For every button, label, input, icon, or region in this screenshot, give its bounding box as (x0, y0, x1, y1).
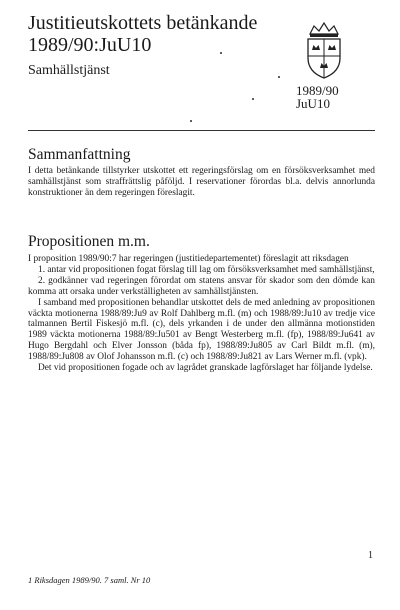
summary-paragraph: I detta betänkande tillstyrker utskottet ett regeringsförslag om en försöksverksamhet med samhällstjänst som straffrättslig påföljd. I reservationer förordas bl.a. delvis annorlunda konstruktioner än dem regeringen föreslagit. (28, 166, 375, 198)
scan-speck (220, 52, 222, 54)
summary-heading: Sammanfattning (28, 146, 131, 163)
proposition-item-1: 1. antar vid propositionen fogat förslag till lag om försöksverksamhet med samhällstjänst, (38, 264, 375, 275)
proposition-paragraph-intro: I proposition 1989/90:7 har regeringen (justitiedepartementet) föreslagit att riksdagen (28, 254, 349, 264)
side-reference-year: 1989/90 (296, 83, 339, 98)
side-reference-code: JuU10 (296, 96, 330, 111)
swedish-coat-of-arms-icon (300, 20, 348, 80)
page-number: 1 (368, 550, 373, 561)
scan-speck (190, 120, 192, 122)
proposition-paragraph-law: Det vid propositionen fogade och av lagrådet granskade lagförslaget har följande lydelse. (38, 363, 373, 374)
proposition-heading: Propositionen m.m. (28, 233, 150, 250)
summary-text (28, 166, 375, 199)
report-title-line1: Justitieutskottets betänkande (28, 12, 258, 34)
report-number: 1989/90:JuU10 (28, 34, 152, 56)
report-subject: Samhällstjänst (28, 63, 110, 78)
proposition-text (28, 254, 375, 374)
scan-speck (252, 98, 254, 100)
report-title (28, 12, 257, 56)
side-reference (296, 84, 339, 110)
header-divider (28, 130, 375, 131)
page-footer: 1 Riksdagen 1989/90. 7 saml. Nr 10 (28, 575, 151, 585)
proposition-item-2: 2. godkänner vad regeringen förordat om statens ansvar för skador som den dömde kan komma att orsaka under verkställigheten av samhällstjänsten. (28, 275, 375, 297)
scan-speck (278, 76, 280, 78)
proposition-paragraph-motions: I samband med propositionen behandlar utskottet dels de med anledning av propositionen väckta motionerna 1988/89:Ju9 av Rolf Dahlberg m.fl. (m) och 1988/89:Ju10 av tredje vice talmannen Bertil Fiskesjö m.fl. (c), dels yrkanden i de under den allmänna motionstiden 1989 väckta motionerna 1988/89:Ju501 av Bengt Westerberg m.fl. (fp), 1988/89:Ju641 av Hugo Bergdahl och Elver Jonsson (båda fp), 1988/89:Ju805 av Carl Bildt m.fl. (m), 1988/89:Ju808 av Olof Johansson m.fl. (c) och 1988/89:Ju821 av Lars Werner m.fl. (vpk). (28, 297, 375, 363)
